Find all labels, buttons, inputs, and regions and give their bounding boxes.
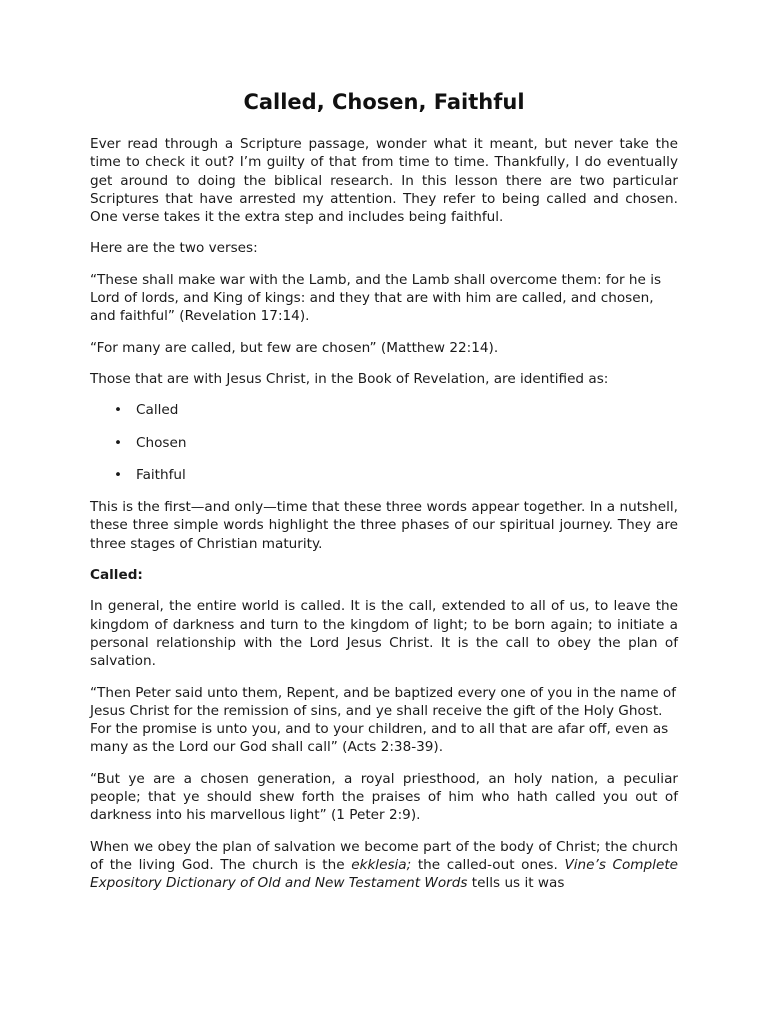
list-item-label: Called — [136, 402, 179, 419]
quote-acts: “Then Peter said unto them, Repent, and be baptized every one of you in the name of Jesus Christ for the remission of sins, and ye shall receive the gift of the Holy Ghost. For the promise is unto you, and to your children, and to all that are afar off, even as many as the Lord our God shall call” (Acts 2:38-39). — [90, 684, 676, 756]
paragraph-ekklesia — [90, 838, 678, 893]
bullet-icon: • — [114, 402, 123, 419]
bullet-list — [90, 401, 678, 484]
ekklesia-text-2: the called-out ones. — [411, 856, 565, 873]
paragraph-three-words: This is the first—and only—time that these three words appear together. In a nutshell, these three simple words highlight the three phases of our spiritual journey. They are three stages of Christian maturity. — [90, 499, 678, 552]
paragraph-world-called: In general, the entire world is called. It is the call, extended to all of us, to leave the kingdom of darkness and turn to the kingdom of light; to be born again; to initiate a personal relationship with the Lord Jesus Christ. It is the call to obey the plan of salvation. — [90, 598, 678, 670]
vines-dictionary-title: Vine’s Complete Expository Dictionary of Old and New Testament Words — [90, 856, 679, 892]
ekklesia-term: ekklesia; — [351, 856, 412, 873]
bullet-icon: • — [114, 434, 123, 451]
paragraph-two-verses: Here are the two verses: — [90, 240, 258, 257]
quote-peter: “But ye are a chosen generation, a royal priesthood, an holy nation, a peculiar people; that ye should shew forth the praises of him who hath called you out of darkness into his marvellous light” (1 Peter 2:9). — [90, 770, 678, 824]
paragraph-intro: Ever read through a Scripture passage, wonder what it meant, but never take the time to check it out? I’m guilty of that from time to time. Thankfully, I do eventually get around to doing the biblical research. In this lesson there are two particular Scriptures that have arrested my attention. They refer to being called and chosen. One verse takes it the extra step and includes being faithful. — [90, 136, 678, 226]
list-item — [90, 466, 678, 484]
document-title: Called, Chosen, Faithful — [243, 90, 525, 114]
quote-revelation: “These shall make war with the Lamb, and the Lamb shall overcome them: for he is Lord of lords, and King of kings: and they that are with him are called, and chosen, and faithful” (Revelation 17:14). — [90, 271, 662, 325]
section-heading-called: Called: — [90, 567, 143, 584]
list-item — [90, 434, 678, 452]
list-item-label: Chosen — [136, 434, 187, 451]
ekklesia-text-3: tells us it was — [467, 875, 565, 892]
ekklesia-text-1: When we obey the plan of salvation we become part of the body of Christ; the church of the living God. The church is the — [90, 838, 678, 873]
list-item — [90, 401, 678, 419]
quote-matthew: “For many are called, but few are chosen” (Matthew 22:14). — [90, 339, 499, 356]
bullet-icon: • — [114, 466, 123, 483]
paragraph-identified: Those that are with Jesus Christ, in the Book of Revelation, are identified as: — [90, 370, 609, 387]
list-item-label: Faithful — [136, 466, 186, 483]
